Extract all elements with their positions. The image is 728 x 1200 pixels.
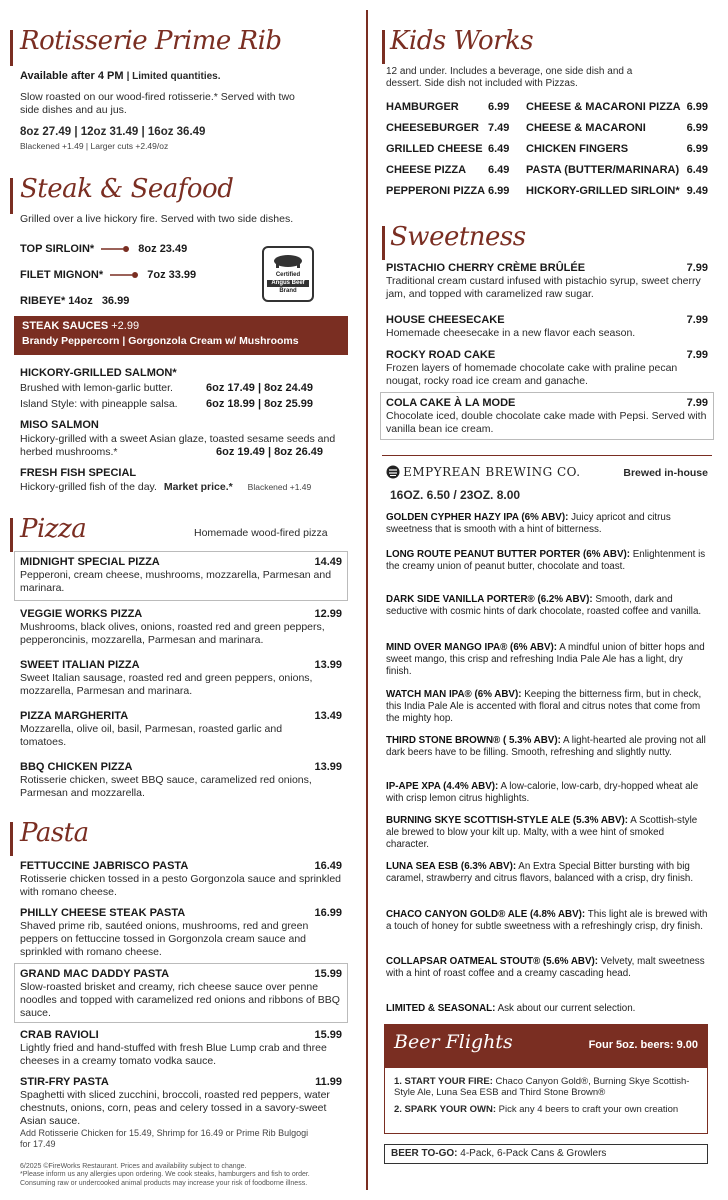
beer-desc: Smooth, dark and seductive with cosmic hints of dark chocolate, roasted coffee and vanilla. — [386, 594, 702, 617]
flights-step-2 — [394, 1104, 694, 1115]
beer-name: LIMITED & SEASONAL: — [386, 1003, 496, 1014]
beer-desc: A low-calorie, low-carb, dry-hopped wheat ale with crisp lemon citrus highlights. — [386, 781, 699, 804]
miso-price: 6oz 19.49 | 8oz 26.49 — [216, 446, 324, 458]
beer-desc: Ask about our current selection. — [495, 1003, 636, 1014]
kids-item-name: CHICKEN FINGERS — [526, 143, 629, 155]
item-name: VEGGIE WORKS PIZZA — [20, 608, 143, 620]
item-desc: Frozen layers of homemade chocolate cake with praline pecan nougat, rocky road ice cream and ganache. — [386, 362, 678, 388]
item-price: 15.99 — [314, 968, 342, 980]
beer-item — [386, 735, 708, 759]
pasta-item — [20, 1076, 342, 1150]
beer-name: MIND OVER MANGO IPA® (6% ABV): — [386, 642, 558, 653]
beer-name: LONG ROUTE PEANUT BUTTER PORTER (6% ABV): — [386, 549, 631, 560]
item-price: 15.99 — [314, 1029, 342, 1041]
item-price: 7.99 — [686, 397, 708, 409]
availability-note: | Limited quantities. — [126, 71, 221, 82]
item-desc: Slow-roasted brisket and creamy, rich cheese sauce over penne noodles and topped with caramelized red onions and ribbons of BBQ sauce. — [20, 981, 340, 1019]
steak-sauces-banner — [14, 316, 348, 355]
fish-price: Market price.* — [163, 481, 233, 493]
item-name: PHILLY CHEESE STEAK PASTA — [20, 907, 186, 919]
beer-name: BURNING SKYE SCOTTISH-STYLE ALE (5.3% ABV): — [386, 815, 629, 826]
salmon-line2: Island Style: with pineapple salsa. — [20, 398, 178, 410]
beer-name: IP-APE XPA (4.4% ABV): — [386, 781, 499, 792]
item-desc: Rotisserie chicken tossed in a pesto Gorgonzola sauce and sprinkled with romano cheese. — [20, 873, 342, 899]
beer-item — [386, 689, 708, 725]
kids-item-price: 6.49 — [488, 143, 510, 155]
beer-name: WATCH MAN IPA® (6% ABV): — [386, 689, 522, 700]
kids-item-name: PEPPERONI PIZZA — [386, 185, 486, 197]
section-accent-bar — [382, 226, 385, 260]
item-price: 12.99 — [314, 608, 342, 620]
item-name: MIDNIGHT SPECIAL PIZZA — [20, 556, 160, 568]
pasta-item — [20, 860, 342, 899]
brewery-logo — [386, 465, 581, 480]
section-accent-bar — [10, 822, 13, 856]
flights-step-1 — [394, 1076, 694, 1099]
footer-line: *Please inform us any allergies upon ordering. We cook steaks, hamburgers and fish to order. — [20, 1171, 310, 1179]
item-name: STIR-FRY PASTA — [20, 1076, 109, 1088]
item-price: 7.99 — [686, 314, 708, 326]
flights-title: Beer Flights — [394, 1031, 513, 1053]
badge-line: Brand — [279, 287, 297, 294]
item-name: PIZZA MARGHERITA — [20, 710, 129, 722]
item-name: CRAB RAVIOLI — [20, 1029, 99, 1041]
togo-label: BEER TO-GO: — [391, 1148, 458, 1159]
kids-title: Kids Works — [390, 26, 534, 56]
kids-item-price: 9.49 — [686, 185, 708, 197]
miso-name: MISO SALMON — [20, 419, 99, 431]
beer-desc: An Extra Special Bitter bursting with big caramel, strawberry and citrus flavors, balanced with a crisp, dry finish. — [386, 861, 694, 884]
beer-item — [386, 815, 708, 851]
footer-notes — [20, 1163, 360, 1188]
salmon-line2-price: 6oz 18.99 | 8oz 25.99 — [206, 398, 314, 410]
steak-intro: Grilled over a live hickory fire. Served with two side dishes. — [20, 213, 294, 225]
angus-beef-badge — [262, 246, 314, 302]
beer-desc: A Scottish-style ale brewed to blow your kilt up. Malty, with a wee hint of smoked character. — [386, 815, 698, 850]
item-price: 13.99 — [314, 761, 342, 773]
kids-item-price: 6.99 — [488, 101, 510, 113]
fish-line — [20, 481, 311, 494]
sweetness-title: Sweetness — [390, 222, 526, 252]
section-accent-bar — [10, 178, 13, 214]
kids-item-name: CHEESEBURGER — [386, 122, 479, 134]
kids-item-price: 7.49 — [488, 122, 510, 134]
beer-name: CHACO CANYON GOLD® ALE (4.8% ABV): — [386, 909, 586, 920]
item-desc: Rotisserie chicken, sweet BBQ sauce, caramelized red onions, Parmesan and mozzarella. — [20, 774, 312, 800]
column-divider — [366, 10, 368, 1190]
pizza-item — [20, 710, 342, 749]
prime-rib-extras: Blackened +1.49 | Larger cuts +2.49/oz — [20, 141, 169, 151]
beer-item — [386, 781, 708, 805]
prime-rib-title: Rotisserie Prime Rib — [20, 26, 282, 56]
item-name: COLA CAKE À LA MODE — [386, 397, 516, 409]
item-name: PISTACHIO CHERRY CRÈME BRÛLÉE — [386, 262, 586, 274]
beer-item — [386, 594, 708, 618]
item-name: RIBEYE* 14oz — [20, 295, 93, 307]
sauces-title: STEAK SAUCES — [22, 320, 109, 332]
availability-text: Available after 4 PM — [20, 70, 124, 82]
pizza-item — [20, 556, 342, 595]
menu-item-top-sirloin — [20, 243, 187, 256]
item-price: 16.99 — [314, 907, 342, 919]
kids-item-name: PASTA (BUTTER/MARINARA) — [526, 164, 680, 176]
beer-item — [386, 1003, 708, 1015]
pizza-item — [20, 608, 342, 647]
item-price: 7.99 — [686, 262, 708, 274]
beer-name: LUNA SEA ESB (6.3% ABV): — [386, 861, 517, 872]
menu-item-filet-mignon — [20, 269, 196, 282]
pizza-subtitle: Homemade wood-fired pizza — [194, 527, 328, 539]
kids-item-name: CHEESE PIZZA — [386, 164, 467, 176]
badge-line: Angus Beef — [267, 280, 309, 287]
item-name: FETTUCCINE JABRISCO PASTA — [20, 860, 189, 872]
cow-icon — [271, 252, 305, 268]
prime-rib-sizes: 8oz 27.49 | 12oz 31.49 | 16oz 36.49 — [20, 126, 206, 138]
kids-item-price: 6.99 — [488, 185, 510, 197]
section-accent-bar — [10, 30, 13, 66]
section-accent-bar — [10, 518, 13, 552]
beer-item — [386, 909, 708, 933]
kids-item-price: 6.49 — [686, 164, 708, 176]
item-desc: Mozzarella, olive oil, basil, Parmesan, roasted garlic and tomatoes. — [20, 723, 283, 749]
pizza-item — [20, 761, 342, 800]
beer-name: DARK SIDE VANILLA PORTER® (6.2% ABV): — [386, 594, 593, 605]
brewery-name: EMPYREAN BREWING CO. — [403, 465, 581, 479]
dessert-item — [386, 349, 708, 388]
item-price: 13.49 — [314, 710, 342, 722]
kids-item-price: 6.99 — [686, 143, 708, 155]
divider — [382, 455, 712, 456]
dessert-item — [386, 314, 708, 340]
item-extra: Add Rotisserie Chicken for 15.49, Shrimp for 16.49 or Prime Rib Bulgogi for 17.49 — [20, 1127, 309, 1149]
salmon-line1-price: 6oz 17.49 | 8oz 24.49 — [206, 382, 314, 394]
fork-icon — [110, 271, 140, 279]
brewery-note: Brewed in-house — [623, 467, 708, 479]
item-desc: Lightly fried and hand-stuffed with fresh Blue Lump crab and three cheeses in a creamy tomato vodka sauce. — [20, 1042, 327, 1068]
item-desc: Traditional cream custard infused with pistachio syrup, sweet cherry jam, and topped with caramelized raw sugar. — [386, 275, 701, 301]
item-price: 7oz 33.99 — [147, 269, 197, 281]
flights-step-label: 2. SPARK YOUR OWN: — [394, 1104, 497, 1115]
kids-item-name: CHEESE & MACARONI PIZZA — [526, 101, 681, 113]
item-name: GRAND MAC DADDY PASTA — [20, 968, 170, 980]
dessert-item — [386, 397, 708, 436]
fork-icon — [101, 245, 131, 253]
pasta-title: Pasta — [20, 818, 89, 848]
beer-item — [386, 956, 708, 980]
beer-desc: Velvety, malt sweetness with a hint of roast coffee and a creamy cascading head. — [386, 956, 705, 979]
dessert-item — [386, 262, 708, 301]
pizza-title: Pizza — [20, 514, 87, 544]
beer-item — [386, 512, 708, 536]
beer-item — [386, 861, 708, 885]
fish-extra: Blackened +1.49 — [247, 482, 312, 492]
beer-name: COLLAPSAR OATMEAL STOUT® (5.6% ABV): — [386, 956, 599, 967]
prime-rib-availability — [20, 70, 350, 83]
kids-item-name: GRILLED CHEESE — [386, 143, 483, 155]
pizza-item — [20, 659, 342, 698]
item-desc: Pepperoni, cream cheese, mushrooms, mozzarella, Parmesan and marinara. — [20, 569, 332, 595]
item-price: 13.99 — [314, 659, 342, 671]
beer-to-go — [384, 1144, 708, 1164]
kids-item-name: HICKORY-GRILLED SIRLOIN* — [526, 185, 680, 197]
item-desc: Mushrooms, black olives, onions, roasted red and green peppers, pepperoncinis, mozzarella, Parmesan and marinara. — [20, 621, 325, 647]
beer-desc: Enlightenment is the creamy union of peanut butter, chocolate and toast. — [386, 549, 706, 572]
item-price: 8oz 23.49 — [138, 243, 188, 255]
steak-title: Steak & Seafood — [20, 174, 234, 204]
kids-item-price: 6.49 — [488, 164, 510, 176]
flights-step-text: Pick any 4 beers to craft your own creation — [496, 1104, 679, 1115]
item-desc: Chocolate iced, double chocolate cake made with Pepsi. Served with vanilla bean ice cream. — [386, 410, 707, 436]
kids-item-name: CHEESE & MACARONI — [526, 122, 646, 134]
salmon-name: HICKORY-GRILLED SALMON* — [20, 367, 177, 379]
beer-flights-banner — [384, 1024, 708, 1068]
item-name: ROCKY ROAD CAKE — [386, 349, 496, 361]
item-name: SWEET ITALIAN PIZZA — [20, 659, 140, 671]
kids-item-price: 6.99 — [686, 101, 708, 113]
salmon-line1: Brushed with lemon-garlic butter. — [20, 382, 173, 394]
beer-name: THIRD STONE BROWN® ( 5.3% ABV): — [386, 735, 561, 746]
pasta-item — [20, 968, 342, 1020]
sauces-price: +2.99 — [111, 320, 140, 332]
flights-step-label: 1. START YOUR FIRE: — [394, 1076, 493, 1087]
fish-name: FRESH FISH SPECIAL — [20, 467, 137, 479]
item-name: BBQ CHICKEN PIZZA — [20, 761, 133, 773]
item-price: 11.99 — [315, 1076, 342, 1088]
flights-step-text: Chaco Canyon Gold®, Burning Skye Scottish-Style Ale, Luna Sea ESB and Third Stone Brown® — [394, 1076, 690, 1099]
flights-price: Four 5oz. beers: 9.00 — [588, 1039, 698, 1051]
beer-name: GOLDEN CYPHER HAZY IPA (6% ABV): — [386, 512, 569, 523]
item-price: 14.49 — [314, 556, 342, 568]
miso-desc: Hickory-grilled with a sweet Asian glaze, toasted sesame seeds and herbed mushrooms.* — [20, 433, 336, 458]
section-accent-bar — [382, 30, 385, 64]
pasta-item — [20, 907, 342, 959]
footer-line: Consuming raw or undercooked animal products may increase your risk of foodborne illness. — [20, 1179, 308, 1187]
beer-desc: This light ale is brewed with a touch of honey for subtle sweetness with a refreshingly crisp, dry finish. — [386, 909, 708, 932]
kids-item-price: 6.99 — [686, 122, 708, 134]
beer-desc: A mindful union of bitter hops and sweet mango, this crisp and refreshing India Pale Ale has a light, dry finish. — [386, 642, 705, 677]
beer-item — [386, 642, 708, 678]
item-price: 36.99 — [101, 295, 130, 307]
sauces-list: Brandy Peppercorn | Gorgonzola Cream w/ Mushrooms — [22, 335, 299, 348]
fish-desc: Hickory-grilled fish of the day. — [20, 481, 157, 493]
footer-line: 6/2025 ©FireWorks Restaurant. Prices and availability subject to change. — [20, 1163, 247, 1170]
beer-desc: Juicy apricot and citrus sweetness that is smooth with a hint of bitterness. — [386, 512, 671, 535]
beer-sizes: 16OZ. 6.50 / 23OZ. 8.00 — [390, 488, 521, 502]
item-desc: Shaved prime rib, sautéed onions, mushrooms, red and green peppers on fettuccine tossed in Gorgonzola cream sauce and sprinkled with romano cheese. — [20, 920, 309, 958]
beer-desc: A light-hearted ale proving not all dark beers have to be filling. Smooth, refreshing and slightly nutty. — [386, 735, 706, 758]
item-desc: Homemade cheesecake in a new flavor each season. — [386, 327, 636, 340]
togo-text: 4-Pack, 6-Pack Cans & Growlers — [457, 1148, 607, 1159]
item-name: TOP SIRLOIN* — [20, 243, 95, 255]
item-price: 7.99 — [686, 349, 708, 361]
item-price: 16.49 — [314, 860, 342, 872]
prime-rib-desc: Slow roasted on our wood-fired rotisserie.* Served with two side dishes and au jus. — [20, 91, 295, 116]
item-desc: Sweet Italian sausage, roasted red and green peppers, onions, mozzarella, Parmesan and marinara. — [20, 672, 313, 698]
item-name: FILET MIGNON* — [20, 269, 104, 281]
kids-intro: 12 and under. Includes a beverage, one side dish and a dessert. Side dish not included with Pizzas. — [386, 66, 633, 90]
item-desc: Spaghetti with sliced zucchini, broccoli, roasted red peppers, water chestnuts, onions, corn, peas and celery tossed in a savory-sweet Asian sauce. — [20, 1089, 330, 1127]
beer-item — [386, 549, 708, 573]
badge-line: Certified — [275, 272, 301, 279]
brewery-logo-icon — [386, 465, 400, 479]
item-name: HOUSE CHEESECAKE — [386, 314, 505, 326]
pasta-item — [20, 1029, 342, 1068]
kids-item-name: HAMBURGER — [386, 101, 459, 113]
beer-desc: Keeping the bitterness firm, but in check, this India Pale Ale is accented with floral and citrus notes that come from the mighty hop. — [386, 689, 702, 724]
menu-item-ribeye — [20, 295, 129, 308]
